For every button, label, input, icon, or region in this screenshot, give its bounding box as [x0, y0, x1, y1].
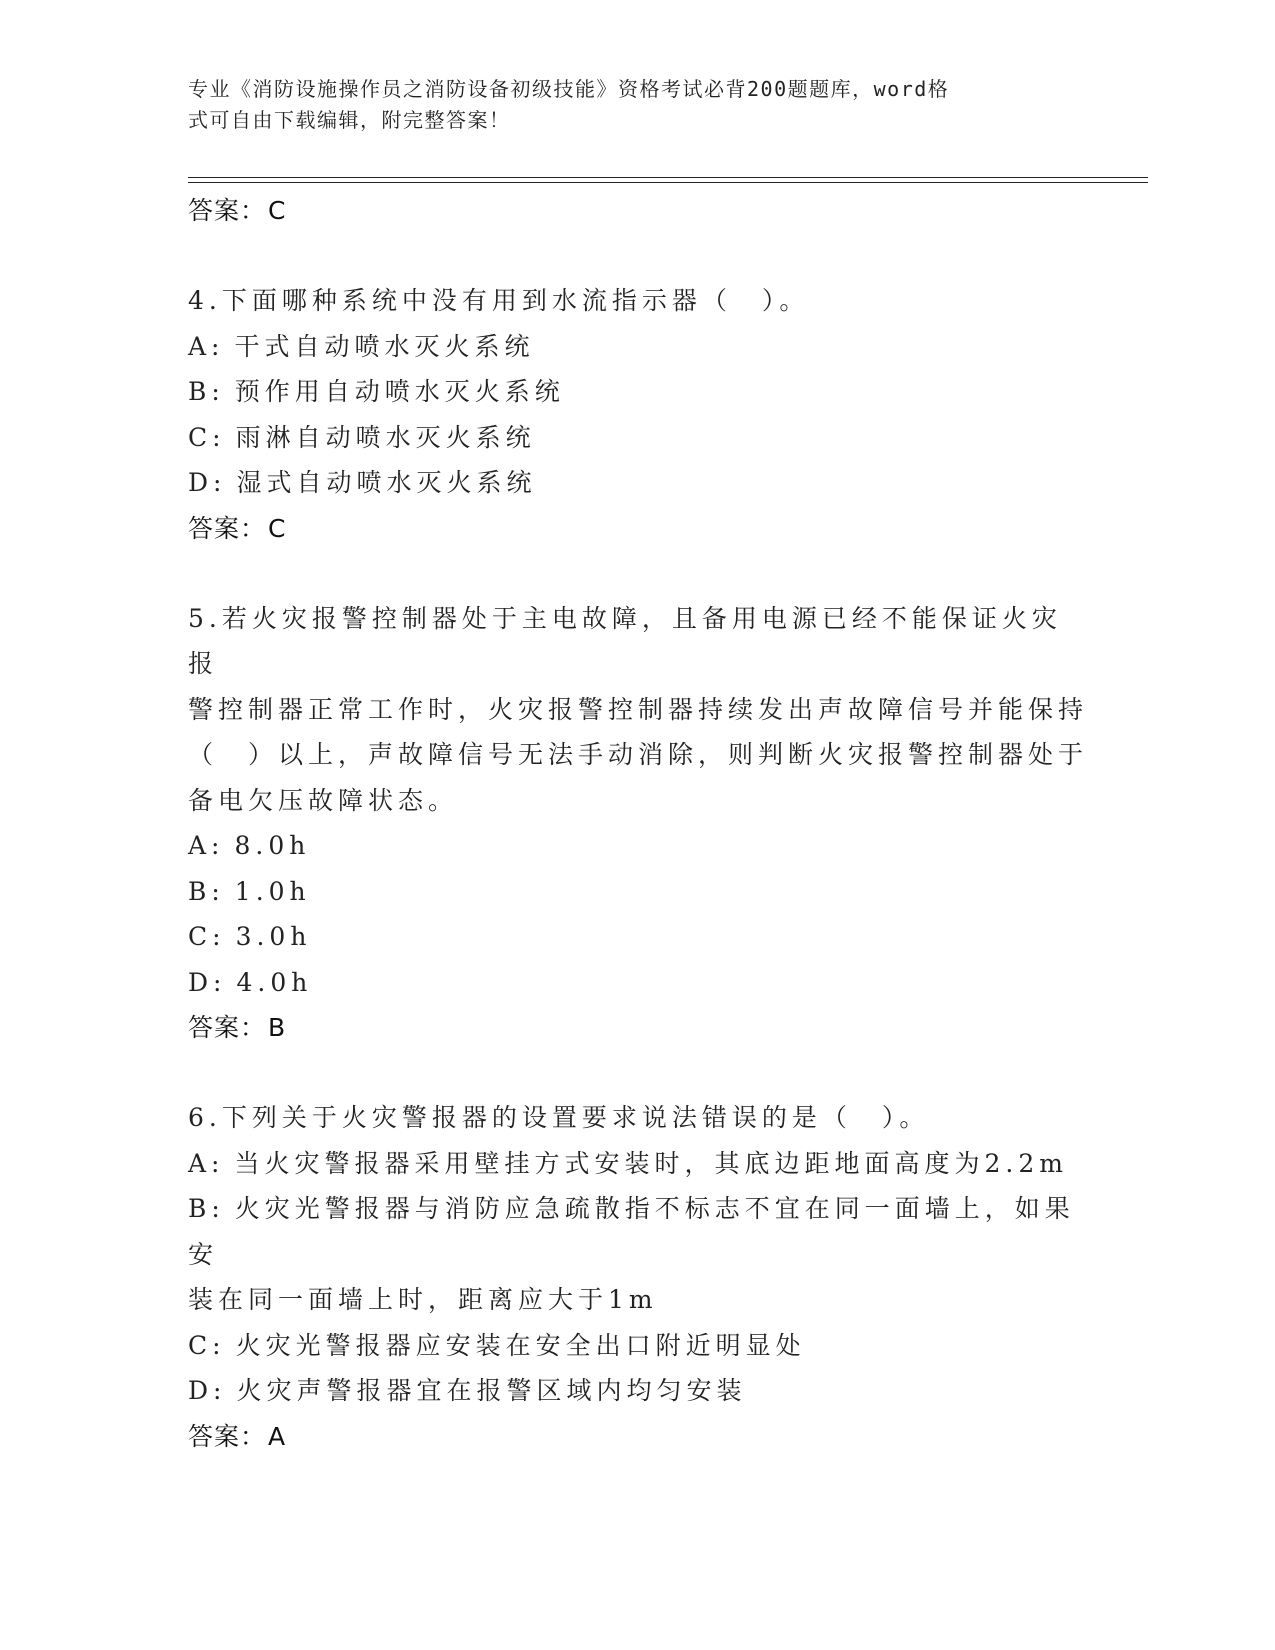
- option-a: [188, 324, 1088, 370]
- question-stem: [188, 1095, 1088, 1141]
- option-d: [188, 460, 1088, 506]
- option-text: 湿式自动喷水灭火系统: [236, 468, 537, 497]
- option-letter: A:: [188, 331, 225, 361]
- stem-line: （ ）以上，声故障信号无法手动消除，则判断火灾报警控制器处于: [188, 740, 1089, 769]
- option-b: [188, 869, 1088, 915]
- option-letter: D:: [188, 1376, 227, 1405]
- answer-value: C: [268, 196, 287, 225]
- stem-line: 警控制器正常工作时，火灾报警控制器持续发出声故障信号并能保持: [188, 694, 1089, 724]
- header-line-2: 式可自由下载编辑，附完整答案！: [188, 108, 511, 132]
- option-letter: B:: [188, 1194, 225, 1223]
- option-letter: A:: [188, 831, 225, 860]
- option-letter: C:: [188, 922, 226, 951]
- answer-value: C: [268, 513, 287, 543]
- answer-line: [188, 188, 1088, 234]
- option-text: 3.0h: [235, 922, 312, 951]
- answer-line: [188, 1005, 1088, 1051]
- option-b-continued: 装在同一面墙上时，距离应大于1m: [188, 1285, 658, 1314]
- answer-line: [188, 506, 1088, 552]
- answer-label: 答案：: [188, 1013, 267, 1042]
- option-letter: B:: [188, 377, 225, 406]
- header-rule-bottom: [188, 182, 1148, 183]
- option-text: 8.0h: [234, 831, 311, 860]
- option-b: [188, 369, 1088, 415]
- option-text: 火灾光警报器应安装在安全出口附近明显处: [235, 1330, 806, 1360]
- option-c: [188, 914, 1088, 960]
- stem-line: 备电欠压故障状态。: [188, 785, 459, 815]
- stem-line: 6.下列关于火灾警报器的设置要求说法错误的是（ ）。: [188, 1103, 930, 1132]
- option-c: [188, 1323, 1088, 1369]
- option-text: 火灾光警报器与消防应急疏散指不标志不宜在同一面墙上，如果安: [188, 1194, 1075, 1269]
- option-letter: B:: [188, 876, 225, 906]
- option-d: [188, 960, 1088, 1006]
- option-a: [188, 1141, 1088, 1187]
- option-a: [188, 823, 1088, 869]
- answer-value: A: [268, 1421, 287, 1451]
- option-text: 4.0h: [236, 967, 313, 997]
- document-header: [188, 74, 1068, 136]
- header-rule-top: [188, 177, 1148, 178]
- stem-line: 4.下面哪种系统中没有用到水流指示器（ ）。: [188, 286, 810, 315]
- option-text: 火灾声警报器宜在报警区域内均匀安装: [236, 1376, 747, 1405]
- question-4: [188, 278, 1088, 552]
- question-6: [188, 1095, 1088, 1460]
- option-text: 雨淋自动喷水灭火系统: [235, 422, 536, 452]
- question-stem: [188, 596, 1088, 824]
- answer-line: [188, 1414, 1088, 1460]
- option-letter: C:: [188, 1330, 226, 1360]
- option-letter: A:: [188, 1148, 225, 1178]
- question-stem: [188, 278, 1088, 324]
- option-text: 当火灾警报器采用壁挂方式安装时，其底边距地面高度为2.2m: [234, 1148, 1068, 1178]
- option-letter: D:: [188, 468, 227, 497]
- option-d: [188, 1368, 1088, 1414]
- option-text: 1.0h: [234, 876, 311, 906]
- answer-label: 答案：: [188, 513, 267, 543]
- option-letter: C:: [188, 422, 226, 452]
- stem-line: 5.若火灾报警控制器处于主电故障，且备用电源已经不能保证火灾报: [188, 603, 1062, 678]
- header-line-1: 专业《消防设施操作员之消防设备初级技能》资格考试必背200题题库，word格: [188, 77, 950, 101]
- option-c: [188, 415, 1088, 461]
- answer-label: 答案：: [188, 1421, 267, 1451]
- answer-value: B: [268, 1013, 287, 1042]
- question-5: [188, 596, 1088, 1052]
- answer-label: 答案：: [188, 196, 267, 225]
- option-b: [188, 1186, 1088, 1277]
- question-list: [188, 188, 1088, 1460]
- option-text: 干式自动喷水灭火系统: [234, 331, 535, 361]
- option-letter: D:: [188, 967, 227, 997]
- option-text: 预作用自动喷水灭火系统: [234, 377, 565, 406]
